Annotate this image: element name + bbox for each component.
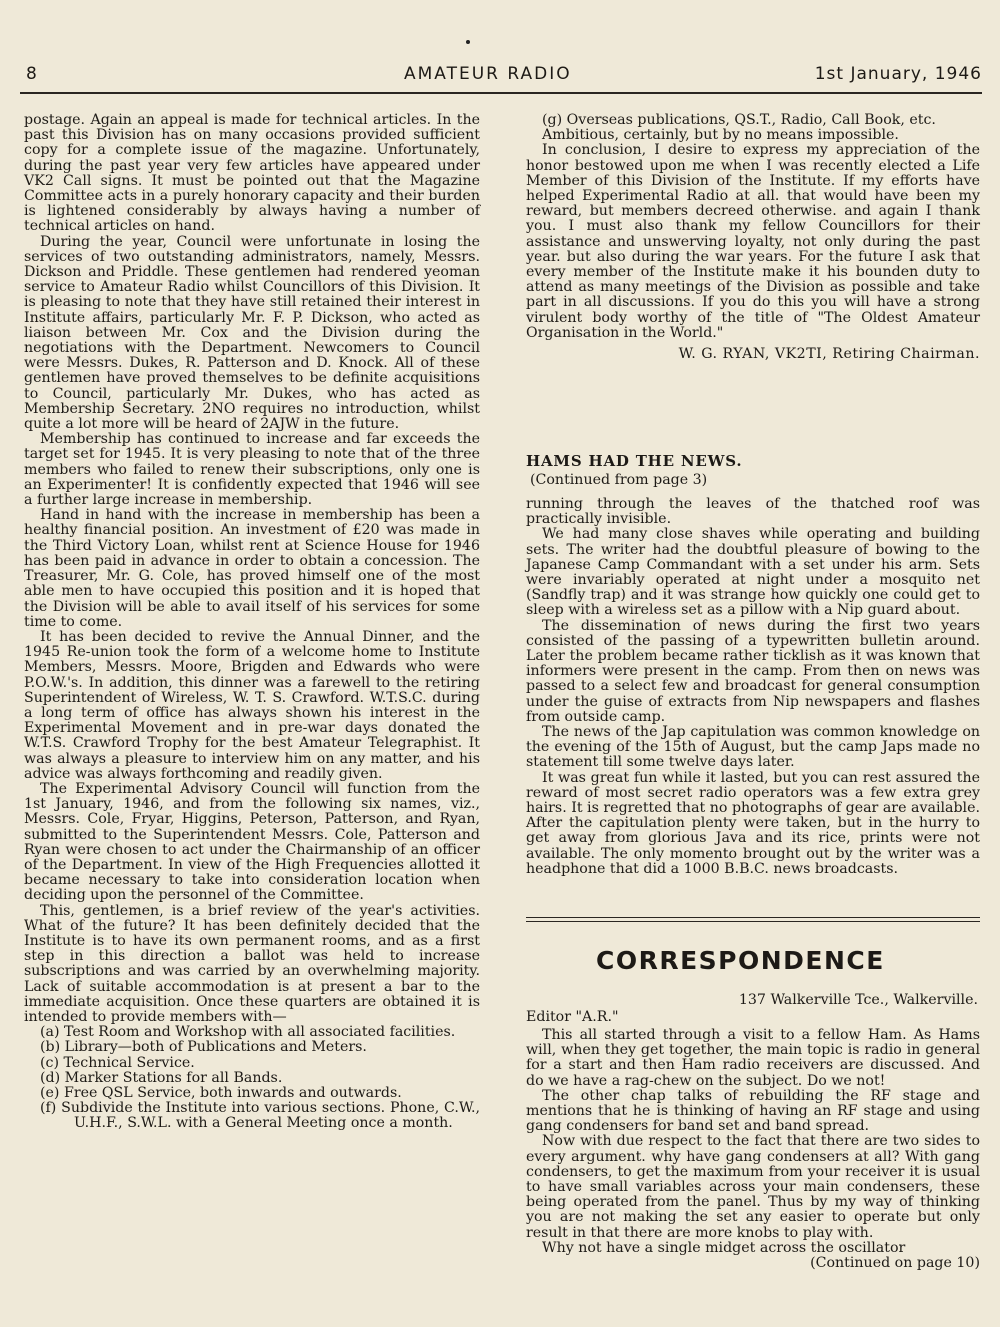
sender-address: 137 Walkerville Tce., Walkerville.: [738, 992, 978, 1008]
paragraph: Hand in hand with the increase in membership has been a healthy financial position. An investment of £20 was made in the Third Victory Loan, whilst rent at Science House for 1946 has been paid in advance in order to obtain a concession. The Treasurer, Mr. G. Cole, has proved himself one of the most able men to have occupied this position and it is hoped that the Division will be able to avail itself of his services for some time to come.: [24, 507, 480, 630]
list-key: (g): [542, 112, 563, 128]
signature: W. G. RYAN, VK2TI, Retiring Chairman.: [678, 346, 980, 363]
list-text: Free QSL Service, both inwards and outwards.: [63, 1085, 402, 1101]
list-text: Overseas publications, QS.T., Radio, Call Book, etc.: [566, 112, 936, 128]
list-text: Test Room and Workshop with all associated facilities.: [64, 1024, 456, 1041]
list-text: Library—both of Publications and Meters.: [64, 1039, 367, 1056]
paragraph: Ambitious, certainly, but by no means impossible.: [542, 127, 899, 144]
paragraph: We had many close shaves while operating and building sets. The writer had the doubtful pleasure of bowing to the Japanese Camp Commandant with a set under his arm. Sets were invariably operated at night under a mosquito net (Sandfly trap) and it was strange how quickly one could get to sleep with a wireless set as a pillow with a Nip guard about.: [526, 526, 980, 619]
list-item: [24, 1025, 480, 1040]
issue-date: 1st January, 1946: [814, 64, 982, 84]
list-key: (a): [40, 1024, 60, 1041]
section-divider: [526, 921, 980, 922]
paragraph: It was great fun while it lasted, but you can rest assured the reward of most secret radio operators was a few extra grey hairs. It is regretted that no photographs of gear are available. After the capitulation plenty were taken, but in the hurry to get away from glorious Java and its rice, prints were not available. The only momento brought out by the writer was a headphone that did a 1000 B.B.C. news broadcasts.: [526, 769, 980, 877]
section-divider: [526, 917, 980, 918]
list-key: (b): [40, 1039, 61, 1056]
list-item: [24, 1040, 480, 1055]
paragraph: The news of the Jap capitulation was common knowledge on the evening of the 15th of August, but the camp Japs made no statement till some twelve days later.: [526, 724, 980, 771]
right-column-top: [526, 113, 980, 362]
correspondence-title: CORRESPONDENCE: [596, 946, 885, 975]
list-key: (f): [40, 1100, 57, 1117]
list-text: Technical Service.: [63, 1054, 195, 1071]
list-key: (c): [40, 1054, 60, 1071]
page-number: 8: [26, 64, 38, 84]
paragraph: This, gentlemen, is a brief review of the year's activities. What of the future? It has been definitely decided that the Institute is to have its own permanent rooms, and as a first step in this direction a ballot was held to increase subscriptions and was carried by an overwhelming majority. Lack of suitable accommodation is at present a bar to the immediate acquisition. Once these quarters are obtained it is intended to provide members with—: [24, 902, 480, 1025]
list-item: [24, 1056, 480, 1071]
header-rule: [20, 92, 982, 94]
paragraph: In conclusion, I desire to express my appreciation of the honor bestowed upon me when I was recently elected a Life Member of this Division of the Institute. If my efforts have helped Experimental Radio at all. that would have been my reward, but members decreed otherwise. and again I thank you. I must also thank my fellow Councillors for their assistance and unswerving loyalty, not only during the past year. but also during the war years. For the future I ask that every member of the Institute make it his bounden duty to attend as many meetings of the Division as possible and take part in all discussions. If you do this you will have a strong virulent body worthy of the title of "The Oldest Amateur Organisation in the World.": [526, 142, 980, 341]
correspondence-letter: [526, 1028, 980, 1271]
paragraph: The Experimental Advisory Council will function from the 1st January, 1946, and from the following six names, viz., Messrs. Cole, Fryar, Higgins, Peterson, Patterson, and Ryan, submitted to the Superintendent Messrs. Cole, Patterson and Ryan were chosen to act under the Chairmanship of an officer of the Department. In view of the High Frequencies allotted it became necessary to take into consideration location when deciding upon the personnel of the Committee.: [24, 780, 480, 904]
list-item: [24, 1071, 480, 1086]
list-text: Marker Stations for all Bands.: [64, 1069, 283, 1086]
paragraph: The dissemination of news during the first two years consisted of the passing of a typewritten bulletin around. Later the problem became rather ticklish as it was known that informers were present in the camp. From then on news was passed to a select few and broadcast for general consumption under the guise of extracts from Nip newspapers and flashes from outside camp.: [526, 617, 980, 725]
paragraph: postage. Again an appeal is made for technical articles. In the past this Division has on many occasions provided sufficient copy for a complete issue of the magazine. Unfortunately, during the past year very few articles have appeared under VK2 Call signs. It must be pointed out that the Magazine Committee acts in a purely honorary capacity and their burden is lightened considerably by always having a number of technical articles on hand.: [24, 112, 480, 235]
section-title: HAMS HAD THE NEWS.: [526, 452, 743, 470]
continued-on: (Continued on page 10): [810, 1255, 980, 1272]
paragraph: The other chap talks of rebuilding the RF stage and mentions that he is thinking of having an RF stage and using gang condensers for band set and band spread.: [526, 1087, 980, 1135]
print-dot: [466, 40, 470, 44]
paragraph: running through the leaves of the thatched roof was practically invisible.: [526, 496, 980, 528]
list-item: [24, 1101, 480, 1131]
list-key: (e): [40, 1085, 60, 1101]
paragraph: Membership has continued to increase and far exceeds the target set for 1945. It is very pleasing to note that of the three members who failed to renew their subscriptions, only one is an Experimenter! It is confidently expected that 1946 will see a further large increase in membership.: [24, 431, 480, 509]
list-text: Subdivide the Institute into various sections. Phone, C.W., U.H.F., S.W.L. with a General Meeting once a month.: [61, 1100, 481, 1132]
list-item: [24, 1086, 480, 1101]
left-column: [24, 113, 480, 1132]
magazine-title: AMATEUR RADIO: [404, 64, 572, 84]
continued-from: (Continued from page 3): [530, 472, 708, 488]
hams-article: [526, 497, 980, 877]
paragraph: Why not have a single midget across the oscillator: [542, 1239, 906, 1256]
list-item: [526, 113, 980, 128]
salutation: Editor "A.R.": [526, 1009, 619, 1025]
paragraph: This all started through a visit to a fellow Ham. As Hams will, when they get together, the main topic is radio in general for a start and then Ham radio receivers are discussed. And do we have a rag-chew on the subject. Do we not!: [526, 1027, 980, 1089]
list-key: (d): [40, 1069, 61, 1086]
paragraph: During the year, Council were unfortunate in losing the services of two outstanding administrators, namely, Messrs. Dickson and Priddle. These gentlemen had rendered yeoman service to Amateur Radio whilst Councillors of this Division. It is pleasing to note that they have still retained their interest in Institute affairs, particularly Mr. F. P. Dickson, who acted as liaison between Mr. Cox and the Division during the negotiations with the Department. Newcomers to Council were Messrs. Dukes, R. Patterson and D. Knock. All of these gentlemen have proved themselves to be definite acquisitions to Council, particularly Mr. Dukes, who has acted as Membership Secretary. 2NO requires no introduction, whilst quite a lot more will be heard of 2AJW in the future.: [24, 233, 480, 433]
paragraph: Now with due respect to the fact that there are two sides to every argument. why have gang condensers at all? With gang condensers, to get the maximum from your receiver it is usual to have small variables across your main condensers, these being operated from the panel. Thus by my way of thinking you are not making the set any easier to operate but only result in that there are more knobs to play with.: [526, 1133, 980, 1241]
paragraph: It has been decided to revive the Annual Dinner, and the 1945 Re-union took the form of a welcome home to Institute Members, Messrs. Moore, Brigden and Edwards who were P.O.W.'s. In addition, this dinner was a farewell to the retiring Superintendent of Wireless, W. T. S. Crawford. W.T.S.C. during a long term of office has always shown his interest in the Experimental Movement and in pre-war days donated the W.T.S. Crawford Trophy for the best Amateur Telegraphist. It was always a pleasure to interview him on any matter, and his advice was always forthcoming and readily given.: [24, 628, 480, 782]
